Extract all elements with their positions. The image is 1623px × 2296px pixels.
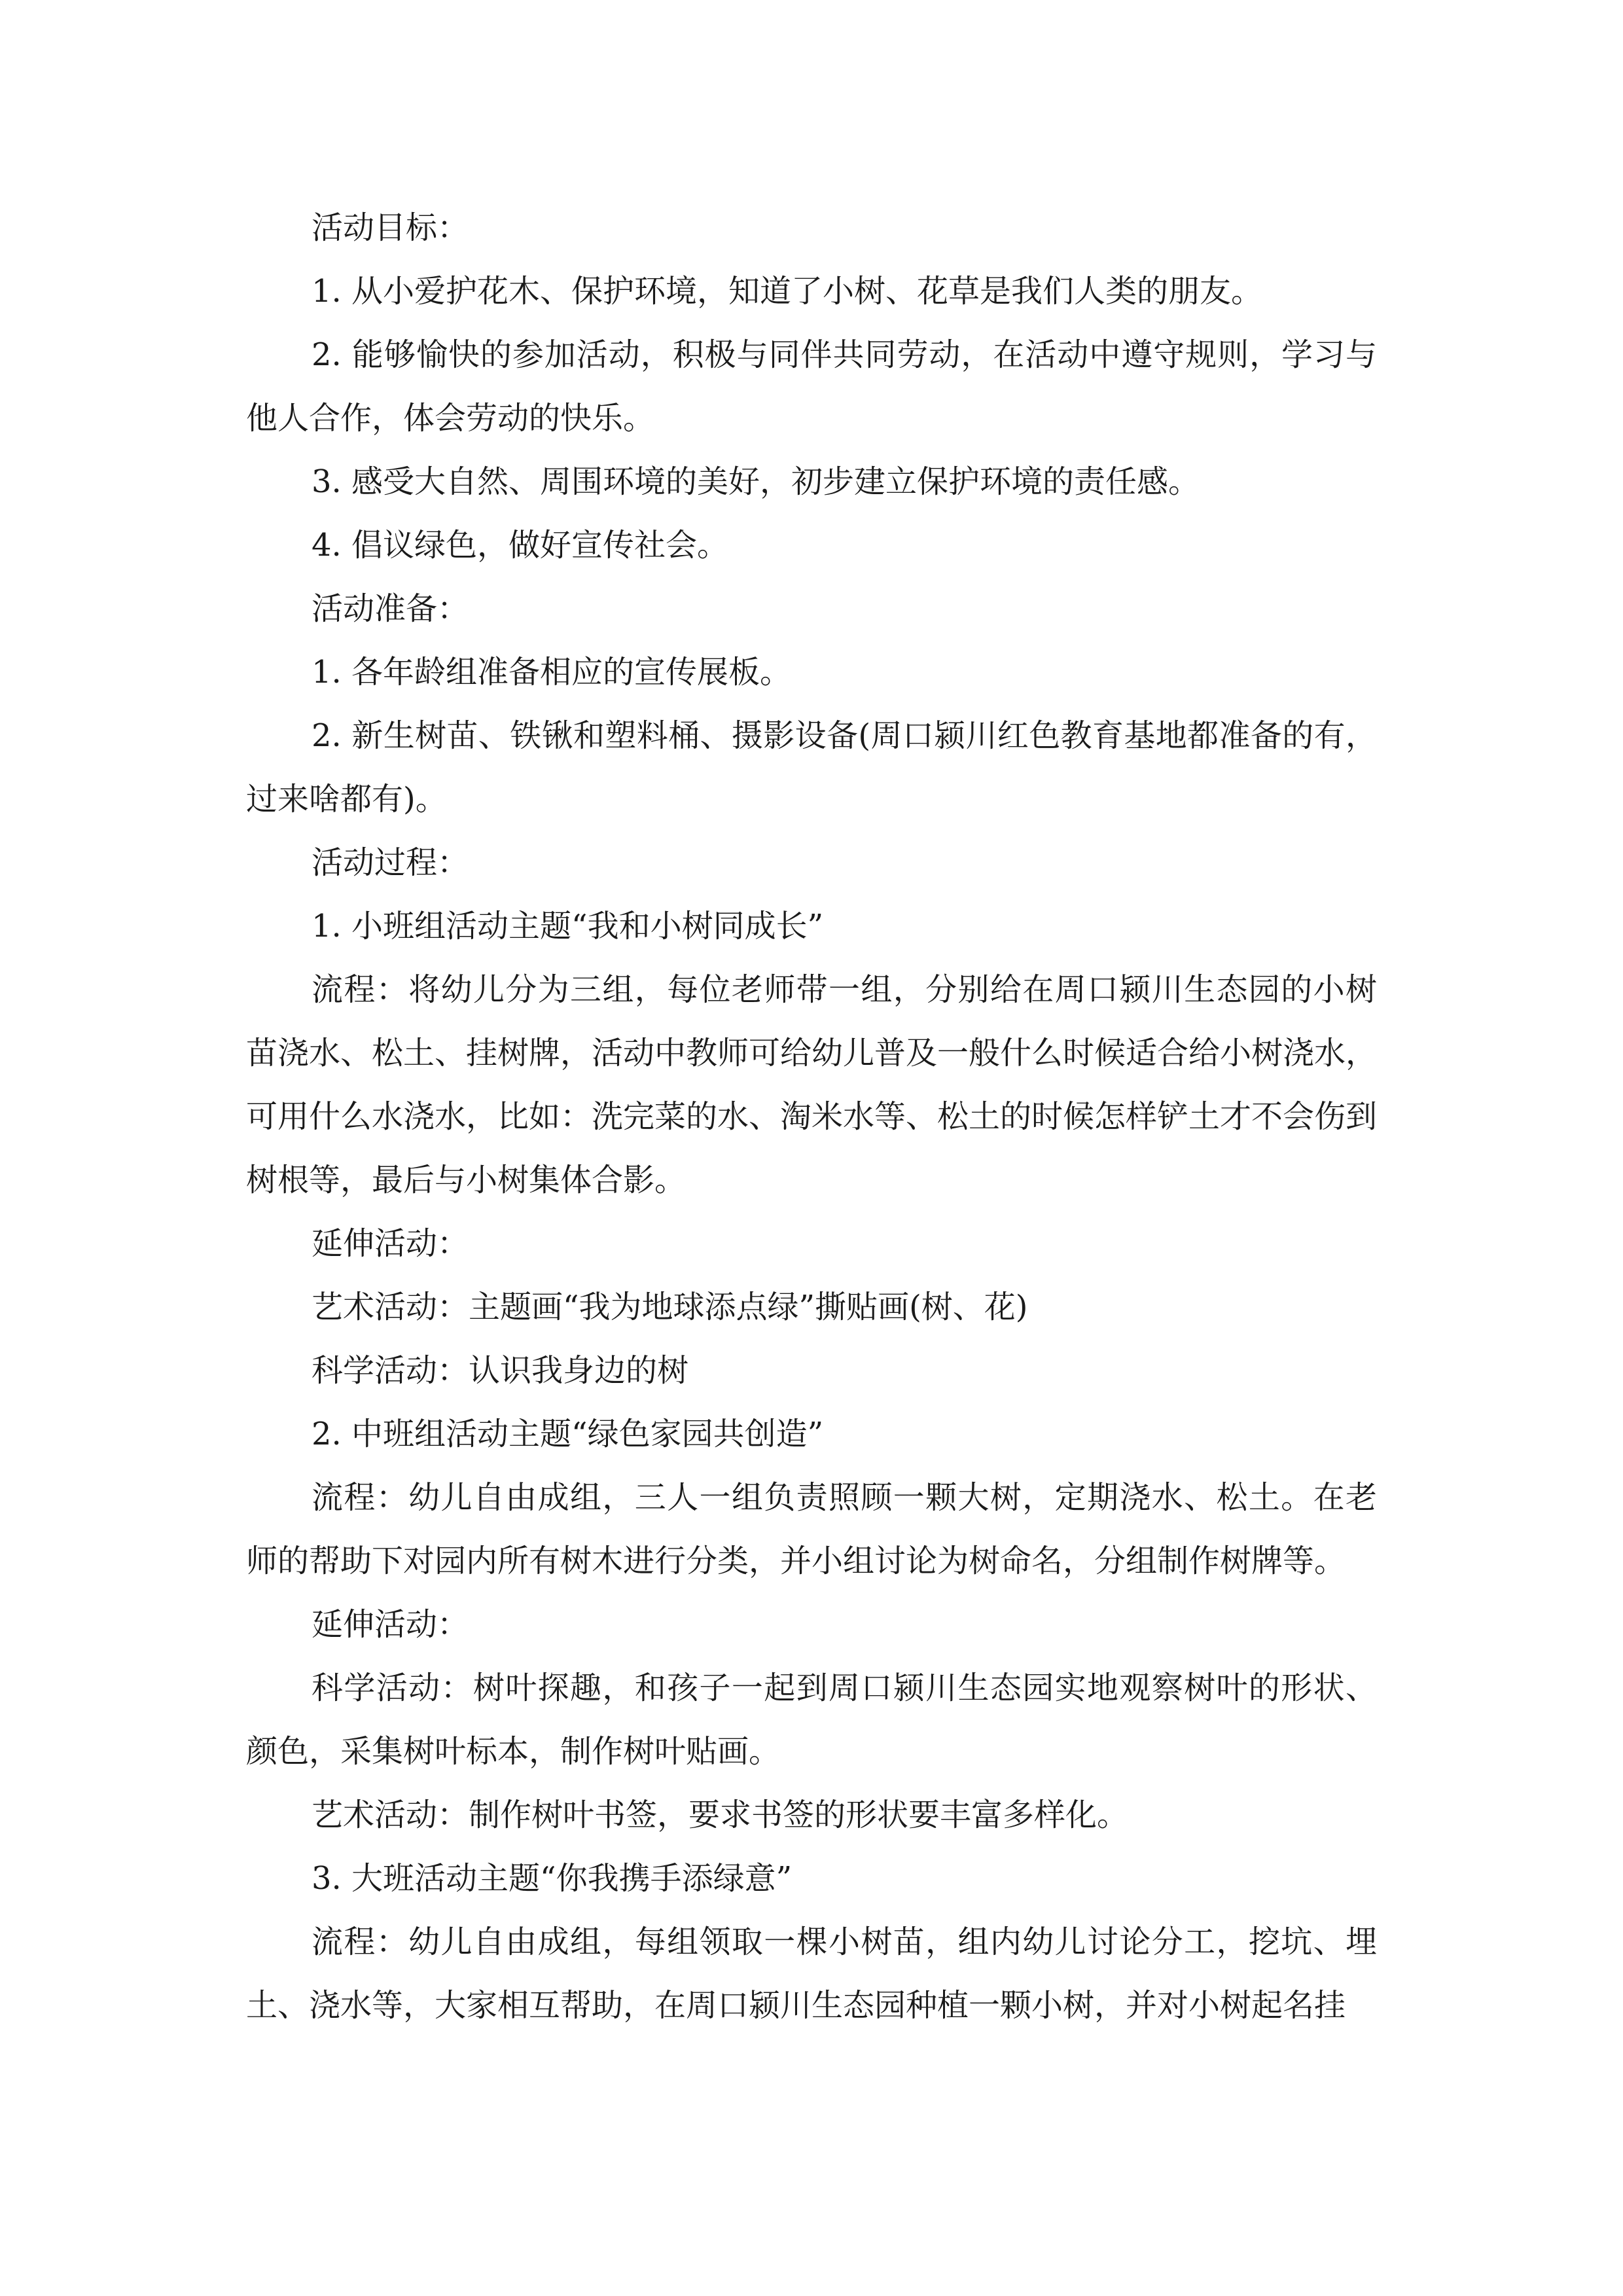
process-middle-class-flow: 流程：幼儿自由成组，三人一组负责照顾一颗大树，定期浇水、松土。在老师的帮助下对园内所有树木进行分类，并小组讨论为树命名，分组制作树牌等。 xyxy=(246,1479,1377,1579)
process-small-class-theme: 1. 小班组活动主题“我和小树同成长” xyxy=(312,908,824,944)
section-heading-goals: 活动目标： xyxy=(312,209,469,246)
process-middle-class-theme: 2. 中班组活动主题“绿色家园共创造” xyxy=(312,1416,824,1452)
document-body xyxy=(246,196,1377,2037)
goal-item-2: 2. 能够愉快的参加活动，积极与同伴共同劳动，在活动中遵守规则，学习与他人合作，体会劳动的快乐。 xyxy=(246,336,1377,437)
section-heading-preparation: 活动准备： xyxy=(312,590,469,627)
section-heading-process: 活动过程： xyxy=(312,844,469,881)
extension-art-middle: 艺术活动：制作树叶书签，要求书签的形状要丰富多样化。 xyxy=(312,1797,1129,1833)
goal-item-3: 3. 感受大自然、周围环境的美好，初步建立保护环境的责任感。 xyxy=(312,463,1200,500)
extension-science-middle: 科学活动：树叶探趣，和孩子一起到周口颍川生态园实地观察树叶的形状、颜色，采集树叶标本，制作树叶贴画。 xyxy=(246,1670,1377,1770)
extension-science-small: 科学活动：认识我身边的树 xyxy=(312,1352,689,1389)
preparation-item-2: 2. 新生树苗、铁锹和塑料桶、摄影设备(周口颍川红色教育基地都准备的有，过来啥都有)。 xyxy=(246,717,1377,817)
goal-item-4: 4. 倡议绿色，做好宣传社会。 xyxy=(312,527,729,564)
goal-item-1: 1. 从小爱护花木、保护环境，知道了小树、花草是我们人类的朋友。 xyxy=(312,273,1263,310)
extension-art-small: 艺术活动：主题画“我为地球添点绿”撕贴画(树、花) xyxy=(312,1289,1028,1325)
process-small-class-flow: 流程：将幼儿分为三组，每位老师带一组，分别给在周口颍川生态园的小树苗浇水、松土、挂树牌，活动中教师可给幼儿普及一般什么时候适合给小树浇水，可用什么水浇水，比如：洗完菜的水、淘米水等、松土的时候怎样铲土才不会伤到树根等，最后与小树集体合影。 xyxy=(246,971,1378,1198)
preparation-item-1: 1. 各年龄组准备相应的宣传展板。 xyxy=(312,654,792,691)
process-large-class-flow: 流程：幼儿自由成组，每组领取一棵小树苗，组内幼儿讨论分工，挖坑、埋土、浇水等，大家相互帮助，在周口颍川生态园种植一颗小树，并对小树起名挂 xyxy=(246,1924,1377,2024)
process-large-class-theme: 3. 大班活动主题“你我携手添绿意” xyxy=(312,1860,793,1897)
extension-heading-small: 延伸活动： xyxy=(312,1225,469,1262)
extension-heading-middle: 延伸活动： xyxy=(312,1606,469,1643)
